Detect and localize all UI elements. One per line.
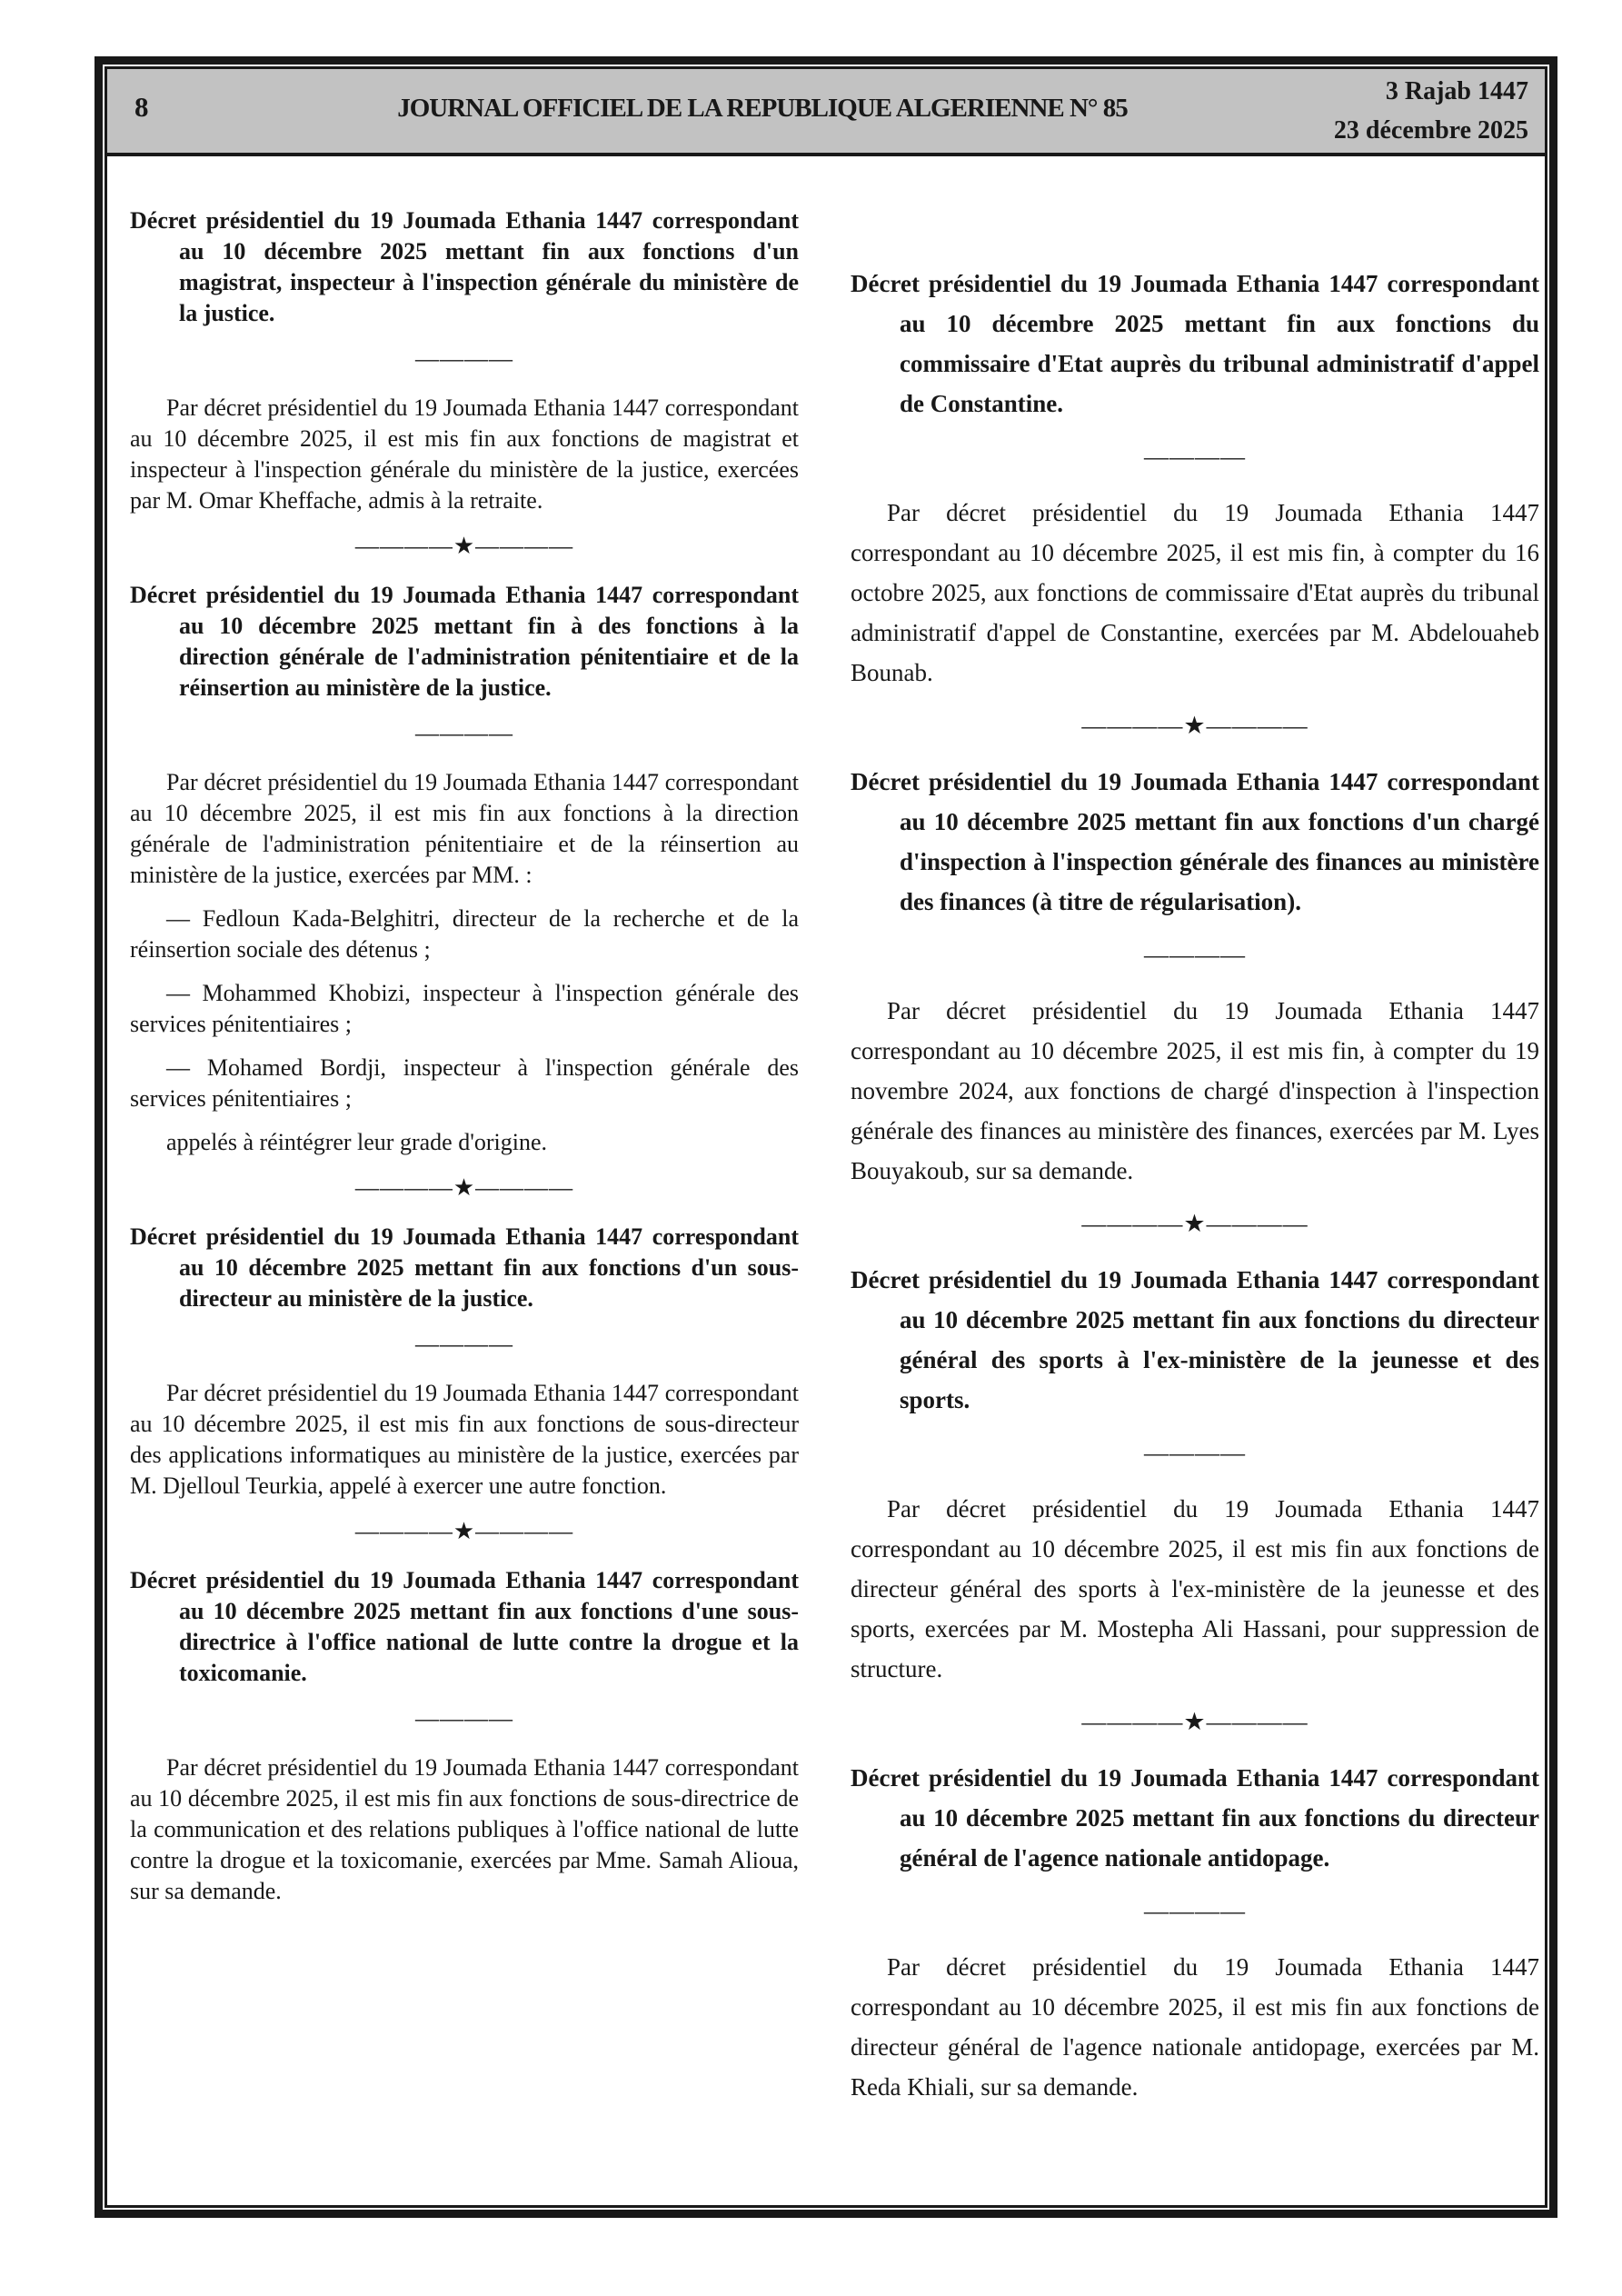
dash-separator: ————: [415, 720, 513, 746]
dash-separator: ————: [415, 1705, 513, 1732]
decree-heading: Décret présidentiel du 19 Joumada Ethania 1447 correspondant au 10 décembre 2025 mettant fin à des fonctions à la direction générale de l'administration pénitentiaire et de la réinsertion au ministère de la justice.: [130, 582, 799, 701]
decree-heading: Décret présidentiel du 19 Joumada Ethania 1447 correspondant au 10 décembre 2025 mettant fin aux fonctions du directeur général des sports à l'ex-ministère de la jeunesse et des sports.: [851, 1266, 1539, 1413]
decree-heading: Décret présidentiel du 19 Joumada Ethania 1447 correspondant au 10 décembre 2025 mettant fin aux fonctions d'un chargé d'inspection à l'inspection générale des finances au ministère des finances (à titre de régularisation).: [851, 768, 1539, 915]
decree-paragraph: Par décret présidentiel du 19 Joumada Ethania 1447 correspondant au 10 décembre 2025, il est mis fin aux fonctions de magistrat et inspecteur à l'inspection générale du ministère de la justice, exercées par M. Omar Kheffache, admis à la retraite.: [130, 394, 799, 514]
star-separator: ————★————: [1081, 1210, 1309, 1237]
left-column: [130, 205, 799, 1907]
star-separator: ————★————: [354, 1174, 574, 1201]
page-border: [95, 56, 1557, 2218]
decree-paragraph: Par décret présidentiel du 19 Joumada Ethania 1447 correspondant au 10 décembre 2025, il est mis fin aux fonctions à la direction générale de l'administration pénitentiaire et de la réinsertion au ministère de la justice, exercées par MM. :: [130, 769, 799, 888]
dash-separator: ————: [1144, 941, 1246, 968]
dash-separator: ————: [1144, 1897, 1246, 1924]
list-item: — Mohamed Bordji, inspecteur à l'inspection générale des services pénitentiaires ;: [130, 1054, 799, 1112]
hijri-date: 3 Rajab 1447: [1385, 77, 1528, 105]
star-separator: ————★————: [1081, 712, 1309, 739]
right-column: [851, 247, 1539, 2107]
dash-separator: ————: [1144, 443, 1246, 470]
decree-heading: Décret présidentiel du 19 Joumada Ethania 1447 correspondant au 10 décembre 2025 mettant fin aux fonctions d'un sous-directeur au ministère de la justice.: [130, 1223, 799, 1312]
page-number: 8: [134, 91, 149, 123]
dash-separator: ————: [1144, 1439, 1246, 1466]
page-border-inner: [104, 66, 1547, 2208]
decree-paragraph: Par décret présidentiel du 19 Joumada Ethania 1447 correspondant au 10 décembre 2025, il est mis fin, à compter du 19 novembre 2024, aux fonctions de chargé d'inspection à l'inspection générale des finances au ministère des finances, exercées par M. Lyes Bouyakoub, sur sa demande.: [851, 997, 1539, 1184]
decree-paragraph: Par décret présidentiel du 19 Joumada Ethania 1447 correspondant au 10 décembre 2025, il est mis fin, à compter du 16 octobre 2025, aux fonctions de commissaire d'Etat auprès du tribunal administratif d'appel de Constantine, exercées par M. Abdelouaheb Bounab.: [851, 499, 1539, 686]
decree-paragraph: Par décret présidentiel du 19 Joumada Ethania 1447 correspondant au 10 décembre 2025, il est mis fin aux fonctions de sous-directrice de la communication et des relations publiques à l'office national de lutte contre la drogue et la toxicomanie, exercées par Mme. Samah Alioua, sur sa demande.: [130, 1754, 799, 1904]
journal-header: [107, 69, 1545, 156]
decree-heading: Décret présidentiel du 19 Joumada Ethania 1447 correspondant au 10 décembre 2025 mettant fin aux fonctions du commissaire d'Etat auprès du tribunal administratif d'appel de Constantine.: [851, 270, 1539, 417]
list-item: — Fedloun Kada-Belghitri, directeur de la recherche et de la réinsertion sociale des détenus ;: [130, 905, 799, 963]
star-separator: ————★————: [354, 1518, 574, 1544]
dash-separator: ————: [415, 345, 513, 372]
gregorian-date: 23 décembre 2025: [1333, 116, 1528, 145]
star-separator: ————★————: [1081, 1708, 1309, 1735]
dash-separator: ————: [415, 1331, 513, 1357]
decree-paragraph: Par décret présidentiel du 19 Joumada Ethania 1447 correspondant au 10 décembre 2025, il est mis fin aux fonctions de directeur général des sports à l'ex-ministère de la jeunesse et des sports, exercées par M. Mostepha Ali Hassani, pour suppression de structure.: [851, 1495, 1539, 1682]
journal-title: JOURNAL OFFICIEL DE LA REPUBLIQUE ALGERIENNE N° 85: [397, 94, 1128, 123]
decree-paragraph: Par décret présidentiel du 19 Joumada Ethania 1447 correspondant au 10 décembre 2025, il est mis fin aux fonctions de directeur général de l'agence nationale antidopage, exercées par M. Reda Khiali, sur sa demande.: [851, 1953, 1539, 2101]
decree-heading: Décret présidentiel du 19 Joumada Ethania 1447 correspondant au 10 décembre 2025 mettant fin aux fonctions du directeur général de l'agence nationale antidopage.: [851, 1764, 1539, 1872]
list-item: appelés à réintégrer leur grade d'origine.: [166, 1129, 548, 1155]
decree-heading: Décret présidentiel du 19 Joumada Ethania 1447 correspondant au 10 décembre 2025 mettant fin aux fonctions d'un magistrat, inspecteur à l'inspection générale du ministère de la justice.: [130, 207, 799, 326]
decree-heading: Décret présidentiel du 19 Joumada Ethania 1447 correspondant au 10 décembre 2025 mettant fin aux fonctions d'une sous-directrice à l'office national de lutte contre la drogue et la toxicomanie.: [130, 1567, 799, 1686]
star-separator: ————★————: [354, 533, 574, 559]
list-item: — Mohammed Khobizi, inspecteur à l'inspection générale des services pénitentiaires ;: [130, 980, 799, 1037]
issue-dates: [1334, 72, 1528, 150]
decree-paragraph: Par décret présidentiel du 19 Joumada Ethania 1447 correspondant au 10 décembre 2025, il est mis fin aux fonctions de sous-directeur des applications informatiques au ministère de la justice, exercées par M. Djelloul Teurkia, appelé à exercer une autre fonction.: [130, 1380, 799, 1499]
